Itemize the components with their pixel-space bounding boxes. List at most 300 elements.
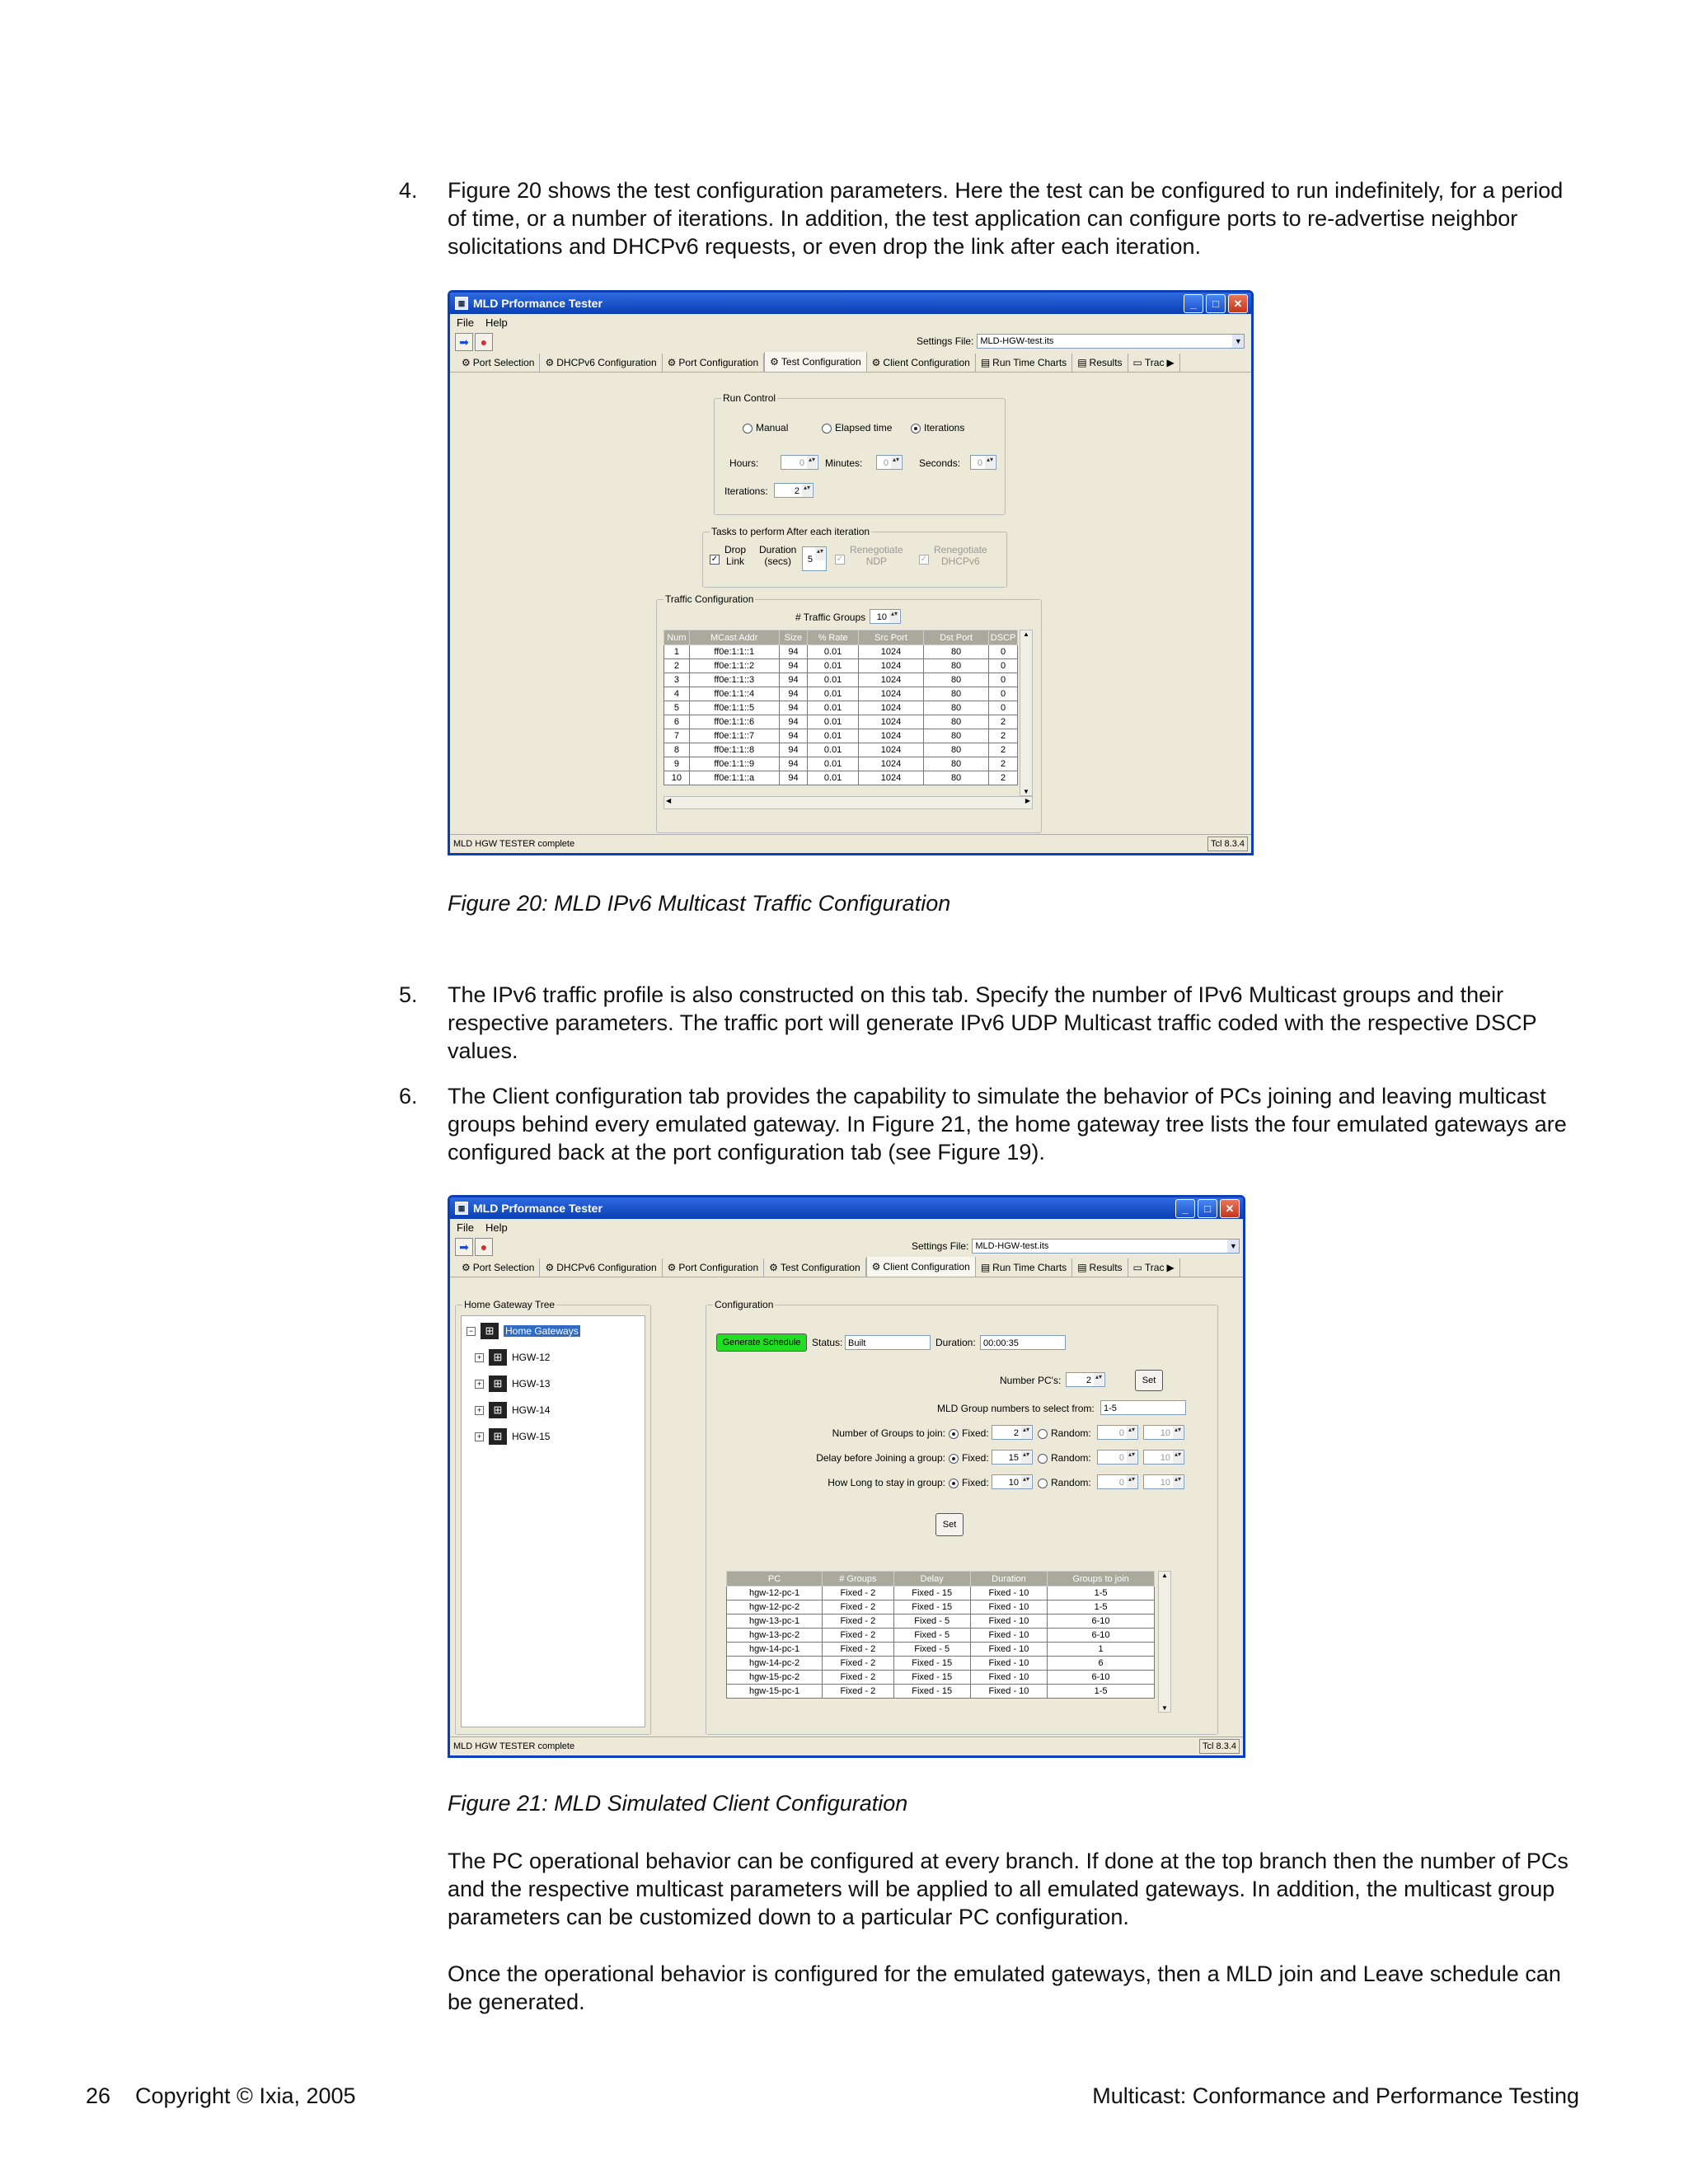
table-cell[interactable]: Fixed - 10 [970,1586,1047,1601]
table-cell[interactable]: Fixed - 15 [893,1685,970,1699]
table-cell[interactable]: 1-5 [1048,1685,1155,1699]
random-max-spinbox[interactable]: 10 ▴▾ [1143,1474,1184,1489]
table-cell[interactable]: 94 [779,687,808,701]
app-icon: ▦ [455,297,468,310]
table-cell[interactable]: 2 [989,757,1018,771]
traffic-config-group [656,593,1042,833]
settings-file-value: MLD-HGW-test.its [975,1241,1049,1251]
table-cell[interactable]: 2 [664,659,690,673]
table-row[interactable] [664,673,1018,687]
tab-run-time-charts[interactable] [976,354,1072,372]
column-header[interactable]: # Groups [823,1572,893,1586]
table-cell[interactable]: hgw-14-pc-2 [727,1657,823,1671]
random-radio[interactable]: Random: [1038,1427,1091,1439]
number-pcs-spinbox[interactable]: 2 ▴▾ [1066,1372,1105,1387]
tab-label: Port Selection [472,357,535,368]
table-cell[interactable]: 1024 [858,659,923,673]
status-label: Status: [812,1337,843,1348]
menu-help[interactable]: Help [485,316,508,329]
table-cell[interactable]: 2 [989,715,1018,729]
table-cell[interactable]: Fixed - 10 [970,1601,1047,1615]
collapse-icon[interactable]: − [467,1327,476,1336]
tab-client-configuration[interactable] [867,354,976,372]
step-5-text [448,981,1537,1065]
status-bar [450,1736,1243,1755]
step-4-text [448,176,1563,260]
table-row[interactable] [727,1615,1155,1629]
table-cell[interactable]: hgw-13-pc-1 [727,1615,823,1629]
stop-icon[interactable]: ● [475,333,493,351]
iterations-label: Iterations: [724,485,768,497]
tab-label: Trac [1144,1262,1165,1273]
fixed-spinbox[interactable]: 2 ▴▾ [992,1425,1033,1440]
table-cell[interactable]: 80 [924,771,989,785]
tab-test-configuration[interactable] [764,1258,866,1277]
minimize-icon[interactable]: _ [1184,294,1203,313]
column-header[interactable]: % Rate [808,630,859,645]
table-cell[interactable]: Fixed - 2 [823,1586,893,1601]
column-header[interactable]: DSCP [989,630,1018,645]
fixed-spinbox[interactable]: 10 ▴▾ [992,1474,1033,1489]
table-cell[interactable]: 94 [779,645,808,659]
tree-item-hgw-13[interactable] [475,1376,550,1392]
table-row[interactable] [664,701,1018,715]
table-row[interactable] [664,729,1018,743]
table-cell[interactable]: 1-5 [1048,1601,1155,1615]
group-title: Configuration [715,1299,774,1310]
app-icon: ▦ [455,1202,468,1215]
tree-item-hgw-15[interactable] [475,1428,550,1445]
tab-icon: ⚙ [871,357,881,368]
window-title: MLD Prformance Tester [473,1202,603,1215]
maximize-icon[interactable]: □ [1206,294,1226,313]
table-cell[interactable]: ff0e:1:1::1 [689,645,779,659]
tab-label: Trac [1144,357,1165,368]
table-cell[interactable]: 7 [664,729,690,743]
table-cell[interactable]: 2 [989,729,1018,743]
table-cell[interactable]: 0.01 [808,701,859,715]
table-cell[interactable]: 94 [779,743,808,757]
column-header[interactable]: PC [727,1572,823,1586]
table-cell[interactable]: hgw-15-pc-2 [727,1671,823,1685]
row-label: Delay before Joining a group: [816,1452,945,1464]
table-cell[interactable]: 1024 [858,715,923,729]
table-cell[interactable]: 1024 [858,701,923,715]
random-radio[interactable]: Random: [1038,1477,1091,1488]
traffic-groups-label: # Traffic Groups [795,612,866,623]
radio-manual[interactable]: Manual [743,422,788,434]
table-cell[interactable]: Fixed - 2 [823,1685,893,1699]
table-cell[interactable]: 1024 [858,743,923,757]
iterations-spinbox[interactable]: 2 ▴▾ [774,483,814,498]
step-6-text [448,1082,1567,1166]
hours-spinbox[interactable]: 0 ▴▾ [781,455,818,470]
tree-item-hgw-14[interactable] [475,1402,550,1418]
table-row[interactable] [664,687,1018,701]
run-arrow-icon[interactable]: ➡ [455,1238,473,1256]
table-row[interactable] [727,1601,1155,1615]
text-line: be generated. [448,1990,585,2014]
table-cell[interactable]: Fixed - 5 [893,1629,970,1643]
table-cell[interactable]: 2 [989,743,1018,757]
fixed-radio[interactable]: Fixed: [949,1427,989,1439]
table-cell[interactable]: Fixed - 15 [893,1586,970,1601]
set-config-button[interactable]: Set [935,1513,964,1536]
expand-icon[interactable]: + [475,1353,484,1362]
tab-port-selection[interactable] [457,354,540,372]
table-cell[interactable]: hgw-15-pc-1 [727,1685,823,1699]
stop-icon[interactable]: ● [475,1238,493,1256]
table-cell[interactable]: 1024 [858,771,923,785]
table-cell[interactable]: 1024 [858,687,923,701]
duration-spinbox[interactable]: 5 ▴▾ [802,546,827,571]
table-row[interactable] [727,1643,1155,1657]
table-row[interactable] [727,1685,1155,1699]
table-cell[interactable]: 0 [989,701,1018,715]
table-cell[interactable]: ff0e:1:1::9 [689,757,779,771]
table-cell[interactable]: Fixed - 2 [823,1615,893,1629]
tab-label: Port Configuration [678,1262,759,1273]
text-line: of time, or a number of iterations. In addition, the test application can configure ports to re-advertise neighbor [448,206,1518,231]
table-cell[interactable]: 9 [664,757,690,771]
minutes-label: Minutes: [825,457,863,469]
table-cell[interactable]: hgw-14-pc-1 [727,1643,823,1657]
radio-elapsed-time[interactable]: Elapsed time [822,422,892,434]
table-row[interactable] [727,1586,1155,1601]
run-control-group [714,392,1006,515]
table-row[interactable] [727,1671,1155,1685]
table-cell[interactable]: 0.01 [808,645,859,659]
reneg-ndp-label: Renegotiate NDP [850,544,903,567]
tree-item-hgw-12[interactable] [475,1349,550,1366]
status-bar [450,834,1251,853]
table-cell[interactable]: Fixed - 15 [893,1601,970,1615]
text-line: The PC operational behavior can be configured at every branch. If done at the top branch then the number of PCs [448,1849,1568,1873]
table-cell[interactable]: 1024 [858,757,923,771]
table-cell[interactable]: Fixed - 2 [823,1601,893,1615]
traffic-groups-spinbox[interactable]: 10 ▴▾ [870,609,901,624]
random-max-spinbox[interactable]: 10 ▴▾ [1143,1450,1184,1465]
run-arrow-icon[interactable]: ➡ [455,333,473,351]
table-cell[interactable]: ff0e:1:1::a [689,771,779,785]
scroll-up-icon[interactable]: ▲ [1161,1572,1168,1579]
scroll-down-icon[interactable]: ▼ [1161,1704,1168,1712]
tab-label: Client Configuration [883,1261,970,1272]
table-cell[interactable]: 94 [779,757,808,771]
generate-schedule-button[interactable]: Generate Schedule [716,1333,807,1352]
duration-label: Duration: [935,1337,976,1348]
table-horizontal-scrollbar[interactable] [663,796,1033,809]
tab-scroll-right-icon[interactable]: ▶ [1166,1262,1175,1273]
table-cell[interactable]: 80 [924,729,989,743]
table-cell[interactable]: 1024 [858,673,923,687]
table-cell[interactable]: 94 [779,729,808,743]
column-header[interactable]: Src Port [858,630,923,645]
table-cell[interactable]: Fixed - 5 [893,1643,970,1657]
seconds-spinbox[interactable]: 0 ▴▾ [970,455,996,470]
mld-groups-field[interactable]: 1-5 [1100,1400,1186,1415]
table-cell[interactable]: Fixed - 10 [970,1643,1047,1657]
table-row[interactable] [664,757,1018,771]
table-cell[interactable]: 80 [924,743,989,757]
drop-link-label: Drop Link [724,544,747,567]
table-cell[interactable]: Fixed - 2 [823,1629,893,1643]
table-cell[interactable]: 8 [664,743,690,757]
tab-label: Run Time Charts [992,1262,1067,1273]
fixed-spinbox[interactable]: 15 ▴▾ [992,1450,1033,1465]
row-label: Number of Groups to join: [832,1427,945,1439]
table-cell[interactable]: 0.01 [808,687,859,701]
table-cell[interactable]: ff0e:1:1::6 [689,715,779,729]
column-header[interactable]: Duration [970,1572,1047,1586]
table-cell[interactable]: 94 [779,771,808,785]
table-cell[interactable]: Fixed - 2 [823,1671,893,1685]
footer-copyright: Copyright © Ixia, 2005 [135,2083,356,2108]
title-bar[interactable] [450,1197,1243,1219]
reneg-dhcp-checkbox[interactable]: ✓ [920,554,928,564]
table-cell[interactable]: ff0e:1:1::5 [689,701,779,715]
table-cell[interactable]: ff0e:1:1::8 [689,743,779,757]
minimize-icon[interactable]: _ [1175,1199,1195,1218]
table-cell[interactable]: 0.01 [808,757,859,771]
table-cell[interactable]: 1-5 [1048,1586,1155,1601]
table-cell[interactable]: 80 [924,673,989,687]
table-cell[interactable]: Fixed - 2 [823,1643,893,1657]
home-gateway-tree-group [455,1299,651,1735]
table-row[interactable] [664,743,1018,757]
table-cell[interactable]: hgw-13-pc-2 [727,1629,823,1643]
gateway-icon: ⊞ [481,1323,499,1339]
table-cell[interactable]: 1024 [858,729,923,743]
table-cell[interactable]: Fixed - 10 [970,1615,1047,1629]
gateway-icon: ⊞ [489,1376,507,1392]
tree-label: HGW-13 [512,1378,551,1390]
menu-file[interactable]: File [457,1221,474,1234]
window-title: MLD Prformance Tester [473,297,603,310]
drop-link-checkbox[interactable]: ✓ [710,554,719,564]
table-cell[interactable]: 0.01 [808,771,859,785]
table-row[interactable] [664,659,1018,673]
table-cell[interactable]: 80 [924,659,989,673]
gateway-icon: ⊞ [489,1349,507,1366]
table-cell[interactable]: 10 [664,771,690,785]
table-vertical-scrollbar[interactable] [1020,630,1033,796]
table-cell[interactable]: 6-10 [1048,1629,1155,1643]
schedule-paragraph [448,1960,1561,2016]
column-header[interactable]: MCast Addr [689,630,779,645]
column-header[interactable]: Groups to join [1048,1572,1155,1586]
tab-results[interactable] [1072,1258,1128,1277]
menu-file[interactable]: File [457,316,474,329]
table-cell[interactable]: 0 [989,645,1018,659]
table-cell[interactable]: Fixed - 2 [823,1657,893,1671]
table-cell[interactable]: 80 [924,687,989,701]
tab-label: Port Configuration [678,357,759,368]
table-cell[interactable]: Fixed - 10 [970,1657,1047,1671]
tab-icon: ⚙ [545,1262,555,1273]
chart-icon: ▤ [980,1262,991,1273]
version-badge: Tcl 8.3.4 [1199,1739,1240,1754]
table-row[interactable] [727,1629,1155,1643]
expand-icon[interactable]: + [475,1432,484,1441]
table-cell[interactable]: hgw-12-pc-2 [727,1601,823,1615]
table-cell[interactable]: 0.01 [808,659,859,673]
settings-file [912,1239,1240,1254]
table-cell[interactable]: 4 [664,687,690,701]
tab-label: DHCPv6 Configuration [556,357,657,368]
table-cell[interactable]: 1 [1048,1643,1155,1657]
settings-label: Settings File: [917,335,974,347]
tab-label: Port Selection [472,1262,535,1273]
table-cell[interactable]: ff0e:1:1::4 [689,687,779,701]
table-row[interactable] [664,771,1018,785]
tab-label: Client Configuration [883,357,970,368]
text-line: and the respective multicast parameters will be applied to all emulated gateways. In addition, the multicast group [448,1877,1555,1901]
table-cell[interactable]: 6 [664,715,690,729]
table-cell[interactable]: ff0e:1:1::2 [689,659,779,673]
tab-dhcpv6-configuration[interactable] [540,1258,662,1277]
random-min-spinbox[interactable]: 0 ▴▾ [1097,1450,1138,1465]
table-cell[interactable]: Fixed - 15 [893,1671,970,1685]
tab-run-time-charts[interactable] [976,1258,1072,1277]
table-cell[interactable]: 94 [779,673,808,687]
maximize-icon[interactable]: □ [1198,1199,1217,1218]
settings-label: Settings File: [912,1240,969,1252]
fixed-radio[interactable]: Fixed: [949,1477,989,1488]
number-pcs-label: Number PC's: [1000,1375,1062,1386]
random-max-spinbox[interactable]: 10 ▴▾ [1143,1425,1184,1440]
text-line: The Client configuration tab provides the capability to simulate the behavior of PCs joining and leaving multicast [448,1084,1546,1108]
table-cell[interactable]: 0.01 [808,673,859,687]
settings-file-select[interactable] [972,1239,1240,1254]
table-cell[interactable]: 6 [1048,1657,1155,1671]
fixed-radio[interactable]: Fixed: [949,1452,989,1464]
table-cell[interactable]: 0.01 [808,729,859,743]
tab-icon: ⚙ [667,357,677,368]
table-cell[interactable]: 80 [924,701,989,715]
group-title: Run Control [723,392,776,404]
reneg-ndp-checkbox[interactable]: ✓ [836,554,844,564]
tab-icon: ⚙ [462,357,471,368]
table-cell[interactable]: 0 [989,659,1018,673]
tab-icon: ⚙ [769,1262,778,1273]
tab-test-configuration[interactable] [764,352,867,372]
menu-help[interactable]: Help [485,1221,508,1234]
table-cell[interactable]: Fixed - 10 [970,1685,1047,1699]
tree-root-home-gateways[interactable] [467,1323,580,1339]
table-cell[interactable]: 1024 [858,645,923,659]
table-cell[interactable]: 0.01 [808,715,859,729]
table-row[interactable] [727,1657,1155,1671]
group-title: Tasks to perform After each iteration [711,526,870,537]
table-cell[interactable]: 80 [924,645,989,659]
random-radio[interactable]: Random: [1038,1452,1091,1464]
table-cell[interactable]: 80 [924,757,989,771]
table-cell[interactable]: 6-10 [1048,1671,1155,1685]
expand-icon[interactable]: + [475,1380,484,1389]
tab-label: Results [1089,357,1123,368]
scroll-down-icon[interactable]: ▼ [1023,788,1029,795]
tab-results[interactable] [1072,354,1128,372]
scroll-right-icon[interactable]: ▶ [1025,797,1030,804]
table-cell[interactable]: ff0e:1:1::7 [689,729,779,743]
tab-icon: ⚙ [462,1262,471,1273]
trace-icon: ▭ [1132,1262,1142,1273]
table-cell[interactable]: Fixed - 5 [893,1615,970,1629]
table-cell[interactable]: ff0e:1:1::3 [689,673,779,687]
column-header[interactable]: Num [664,630,690,645]
configuration-group [706,1299,1218,1735]
table-cell[interactable]: 94 [779,701,808,715]
chart-icon: ▤ [980,357,991,368]
tab-label: Results [1089,1262,1123,1273]
table-cell[interactable]: 0 [989,673,1018,687]
column-header[interactable]: Size [779,630,808,645]
title-bar[interactable] [450,293,1251,314]
tab-scroll-right-icon[interactable]: ▶ [1166,357,1175,368]
table-row[interactable] [664,715,1018,729]
step-number: 6. [399,1084,418,1108]
tree-label: Home Gateways [505,1325,579,1337]
status-text: MLD HGW TESTER complete [453,839,575,849]
radio-iterations[interactable]: Iterations [911,422,964,434]
settings-file-select[interactable] [977,334,1245,349]
table-cell[interactable]: 1 [664,645,690,659]
table-cell[interactable]: hgw-12-pc-1 [727,1586,823,1601]
scroll-left-icon[interactable]: ◀ [666,797,672,804]
table-cell[interactable]: Fixed - 10 [970,1629,1047,1643]
tab-port-selection[interactable] [457,1258,540,1277]
table-cell[interactable]: 5 [664,701,690,715]
tab-port-configuration[interactable] [663,1258,765,1277]
text-line: parameters can be customized down to a particular PC configuration. [448,1905,1129,1929]
table-cell[interactable]: 6-10 [1048,1615,1155,1629]
table-cell[interactable]: 80 [924,715,989,729]
tab-client-configuration[interactable] [866,1257,976,1277]
random-min-spinbox[interactable]: 0 ▴▾ [1097,1474,1138,1489]
tab-bar [450,352,1251,373]
table-cell[interactable]: 94 [779,715,808,729]
table-cell[interactable]: 94 [779,659,808,673]
tab-icon: ⚙ [770,356,779,368]
expand-icon[interactable]: + [475,1406,484,1415]
minutes-spinbox[interactable]: 0 ▴▾ [876,455,903,470]
table-cell[interactable]: Fixed - 10 [970,1671,1047,1685]
column-header[interactable]: Delay [893,1572,970,1586]
close-icon[interactable]: ✕ [1220,1199,1240,1218]
tab-port-configuration[interactable] [663,354,765,372]
tab-trace[interactable] [1128,354,1180,372]
table-cell[interactable]: 2 [989,771,1018,785]
table-cell[interactable]: 3 [664,673,690,687]
close-icon[interactable]: ✕ [1228,294,1248,313]
tab-trace[interactable] [1128,1258,1180,1277]
table-cell[interactable]: 0.01 [808,743,859,757]
column-header[interactable]: Dst Port [924,630,989,645]
table-row[interactable] [664,645,1018,659]
random-min-spinbox[interactable]: 0 ▴▾ [1097,1425,1138,1440]
scroll-up-icon[interactable]: ▲ [1023,630,1029,638]
pc-behavior-paragraph [448,1847,1568,1931]
table-cell[interactable]: Fixed - 15 [893,1657,970,1671]
menu-bar [450,314,1251,330]
text-line: respective parameters. The traffic port will generate IPv6 UDP Multicast traffic coded with the respective DSCP [448,1010,1537,1035]
set-pcs-button[interactable]: Set [1135,1370,1163,1391]
table-cell[interactable]: 0 [989,687,1018,701]
tab-dhcpv6-configuration[interactable] [540,354,662,372]
table-vertical-scrollbar[interactable] [1158,1571,1171,1713]
settings-file [917,334,1245,349]
